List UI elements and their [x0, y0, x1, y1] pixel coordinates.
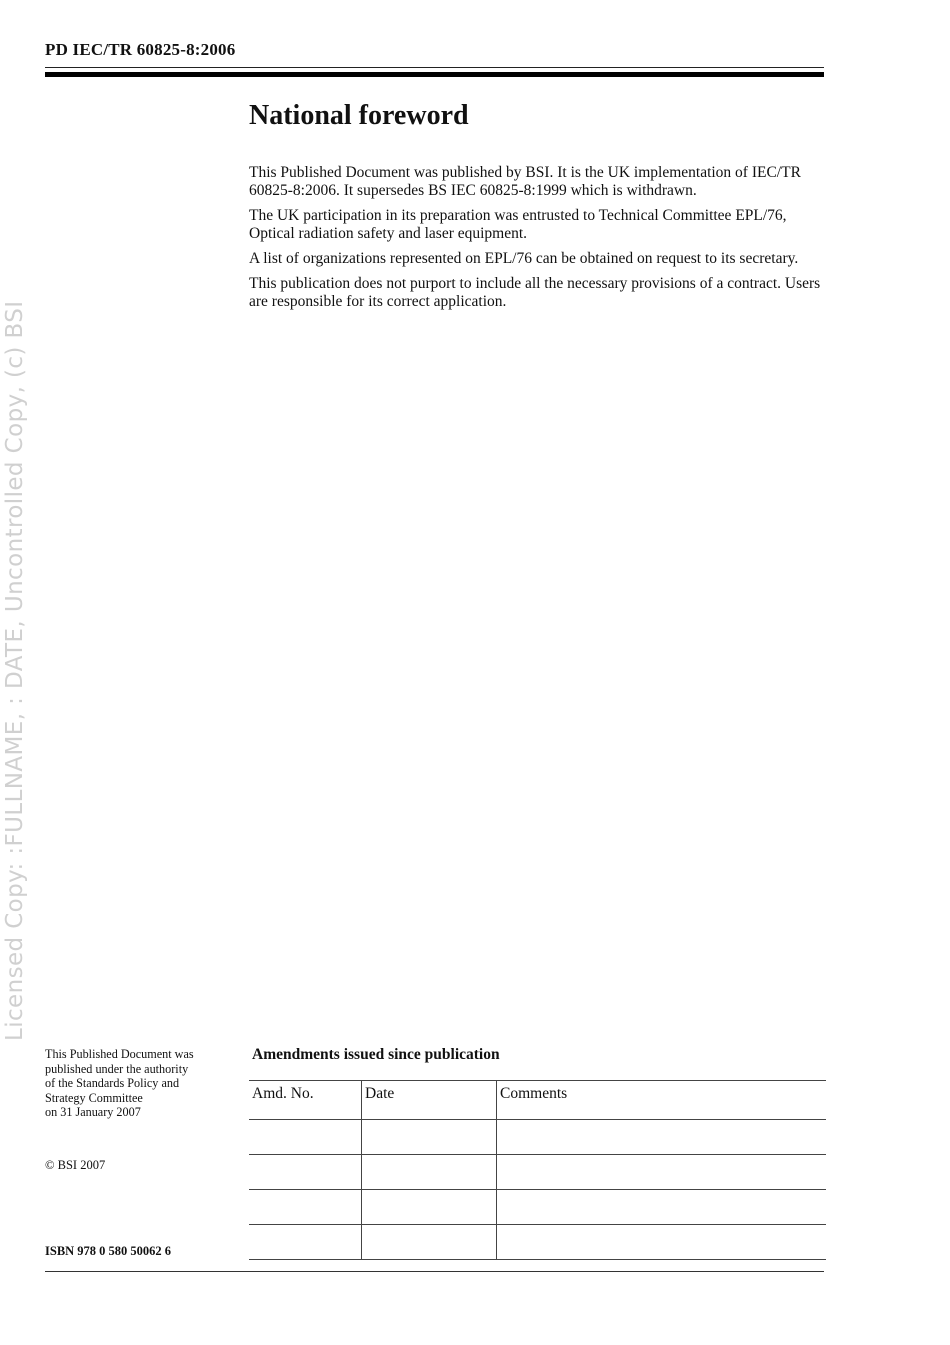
foreword-paragraph: This Published Document was published by BSI. It is the UK implementation of IEC/TR 60825-8:2006. It supersedes BS IEC 60825-8:1999 which is withdrawn.	[249, 164, 801, 199]
page-title: National foreword	[249, 100, 469, 131]
authority-note-line: This Published Document was	[45, 1047, 194, 1061]
foreword-body	[249, 164, 829, 318]
table-cell	[497, 1120, 827, 1155]
table-cell	[497, 1155, 827, 1190]
copyright-notice: © BSI 2007	[45, 1158, 106, 1172]
foreword-paragraph: The UK participation in its preparation was entrusted to Technical Committee EPL/76, Optical radiation safety and laser equipment.	[249, 207, 787, 242]
authority-note-line: published under the authority	[45, 1061, 189, 1076]
table-cell	[362, 1120, 497, 1155]
table-cell	[249, 1225, 362, 1260]
table-header-row	[249, 1081, 826, 1120]
column-header-date: Date	[362, 1081, 497, 1120]
table-cell	[249, 1155, 362, 1190]
table-cell	[497, 1225, 827, 1260]
table-cell	[497, 1190, 827, 1225]
table-cell	[362, 1225, 497, 1260]
document-code: PD IEC/TR 60825-8:2006	[45, 40, 236, 59]
column-header-amd-no: Amd. No.	[249, 1081, 362, 1120]
table-row	[249, 1190, 826, 1225]
column-header-comments: Comments	[497, 1081, 827, 1120]
license-watermark: Licensed Copy: :FULLNAME, : DATE, Uncontrolled Copy, (c) BSI	[2, 300, 28, 1041]
table-row	[249, 1225, 826, 1260]
authority-note-line: of the Standards Policy and	[45, 1076, 180, 1091]
authority-note-line: Strategy Committee	[45, 1090, 143, 1105]
foreword-paragraph: A list of organizations represented on EPL/76 can be obtained on request to its secretary.	[249, 250, 799, 267]
table-cell	[362, 1155, 497, 1190]
isbn-number: ISBN 978 0 580 50062 6	[45, 1244, 172, 1258]
publication-authority-note	[45, 1047, 235, 1120]
table-cell	[249, 1120, 362, 1155]
amendments-title: Amendments issued since publication	[252, 1046, 500, 1063]
amendments-table	[249, 1080, 826, 1260]
table-cell	[249, 1190, 362, 1225]
authority-note-line: on 31 January 2007	[45, 1105, 141, 1120]
foreword-paragraph: This publication does not purport to include all the necessary provisions of a contract. Users are responsible for its correct application.	[249, 275, 821, 310]
header-rule-thin	[45, 67, 824, 68]
header-rule-thick	[45, 72, 824, 77]
table-row	[249, 1120, 826, 1155]
table-row	[249, 1155, 826, 1190]
footer-rule	[45, 1271, 824, 1272]
table-cell	[362, 1190, 497, 1225]
